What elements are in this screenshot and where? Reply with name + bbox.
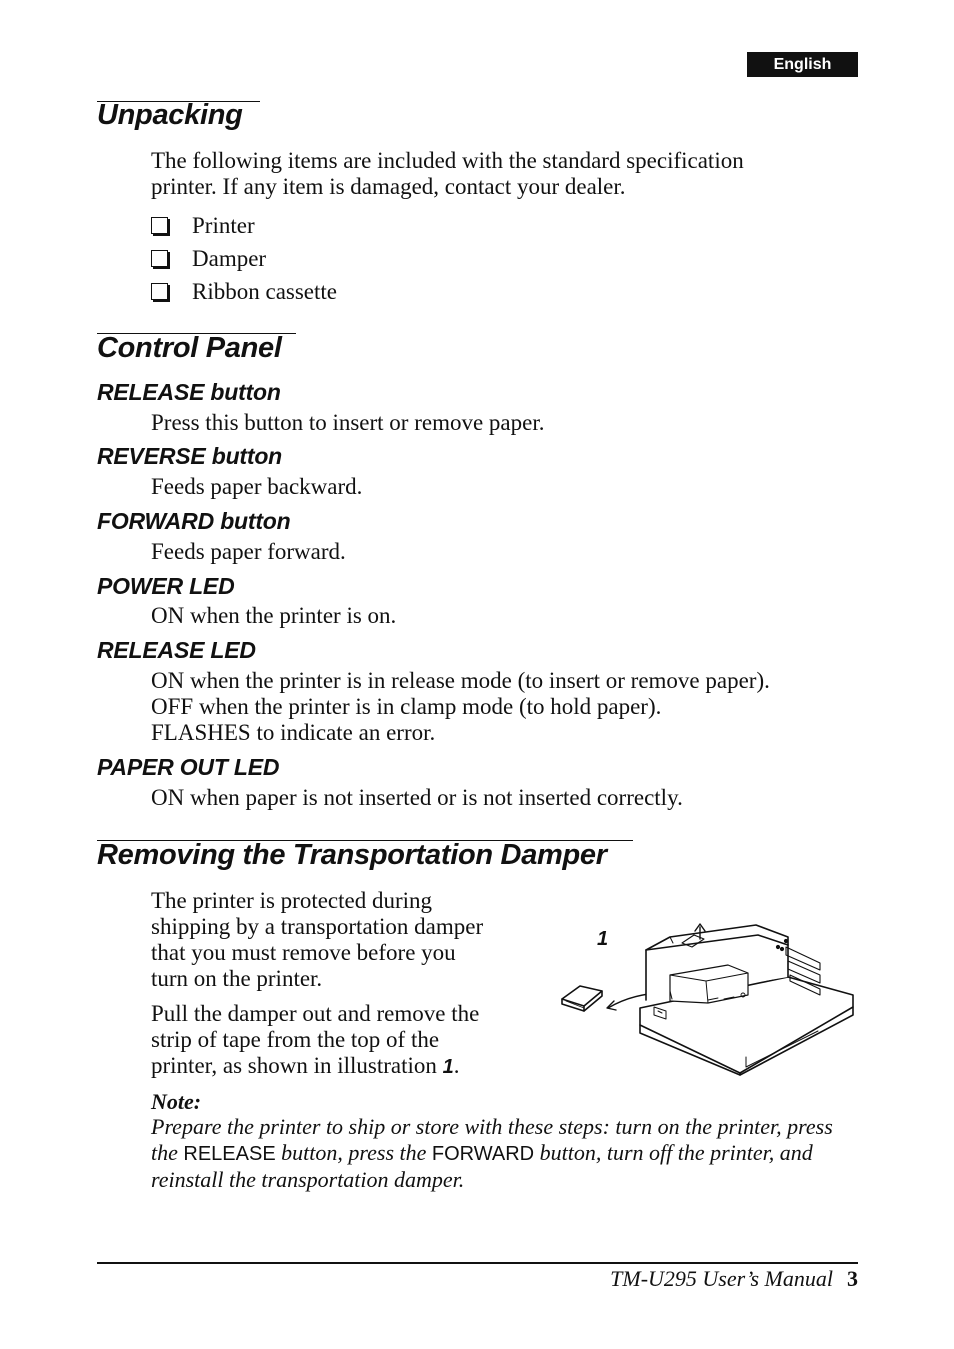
damper-paragraph-2 <box>151 1001 479 1080</box>
printer-illustration-icon <box>558 915 858 1080</box>
paper-out-led-text: ON when paper is not inserted or is not inserted correctly. <box>151 785 683 810</box>
list-item-label: Printer <box>192 212 255 238</box>
list-item-label: Ribbon cassette <box>192 278 337 304</box>
damper-p1-line: turn on the printer. <box>151 966 323 991</box>
note-part: Prepare the printer to ship or store with these steps: turn on the printer, press the <box>151 1114 833 1165</box>
control-panel-heading: Control Panel <box>97 332 282 364</box>
illustration-number: 1 <box>597 928 609 950</box>
power-led-heading: POWER LED <box>97 573 235 599</box>
unpacking-intro-line1: The following items are included with the standard specification <box>151 148 744 173</box>
list-item <box>151 275 337 308</box>
unpacking-heading: Unpacking <box>97 99 243 131</box>
release-led-heading: RELEASE LED <box>97 637 256 663</box>
reverse-button-heading: REVERSE button <box>97 443 283 469</box>
unpacking-checklist <box>151 209 337 308</box>
footer <box>610 1266 858 1292</box>
power-led-text: ON when the printer is on. <box>151 603 397 628</box>
list-item <box>151 209 337 242</box>
release-button-text: Press this button to insert or remove paper. <box>151 410 545 435</box>
release-led-line3: FLASHES to indicate an error. <box>151 720 436 745</box>
note-label: Note: <box>151 1089 202 1114</box>
note-part: button, press the <box>275 1140 432 1165</box>
release-key-label: RELEASE <box>183 1143 276 1165</box>
unpacking-intro <box>151 148 744 200</box>
damper-p1-line: The printer is protected during <box>151 888 433 913</box>
language-tab: English <box>747 52 858 77</box>
damper-p2-line: printer, as shown in illustration <box>151 1053 443 1078</box>
checkbox-icon <box>151 250 168 267</box>
damper-p2-line: Pull the damper out and remove the <box>151 1001 480 1026</box>
forward-button-heading: FORWARD button <box>97 508 291 534</box>
reverse-button-text: Feeds paper backward. <box>151 474 363 499</box>
checkbox-icon <box>151 217 168 234</box>
note-part: button, turn off the printer, and reinstall the transportation damper. <box>151 1140 813 1192</box>
list-item <box>151 242 337 275</box>
release-button-heading: RELEASE button <box>97 379 281 405</box>
forward-key-label: FORWARD <box>431 1143 535 1165</box>
footer-rule <box>97 1262 858 1264</box>
damper-paragraph-1 <box>151 888 483 992</box>
page-number: 3 <box>847 1266 858 1291</box>
checkbox-icon <box>151 283 168 300</box>
paper-out-led-heading: PAPER OUT LED <box>97 754 280 780</box>
release-led-line1: ON when the printer is in release mode (to insert or remove paper). <box>151 668 770 693</box>
damper-p2-line: strip of tape from the top of the <box>151 1027 440 1052</box>
damper-p1-line: that you must remove before you <box>151 940 456 965</box>
release-led-text <box>151 668 770 746</box>
release-led-line2: OFF when the printer is in clamp mode (to hold paper). <box>151 694 662 719</box>
list-item-label: Damper <box>192 245 267 271</box>
forward-button-text: Feeds paper forward. <box>151 539 346 564</box>
manual-title: TM-U295 User’s Manual <box>610 1266 833 1291</box>
note-text <box>151 1114 861 1193</box>
damper-p1-line: shipping by a transportation damper <box>151 914 484 939</box>
illustration-reference: 1 <box>442 1056 454 1078</box>
damper-heading: Removing the Transportation Damper <box>97 839 607 871</box>
damper-p2-end: . <box>453 1053 460 1078</box>
unpacking-intro-line2: printer. If any item is damaged, contact your dealer. <box>151 174 626 199</box>
